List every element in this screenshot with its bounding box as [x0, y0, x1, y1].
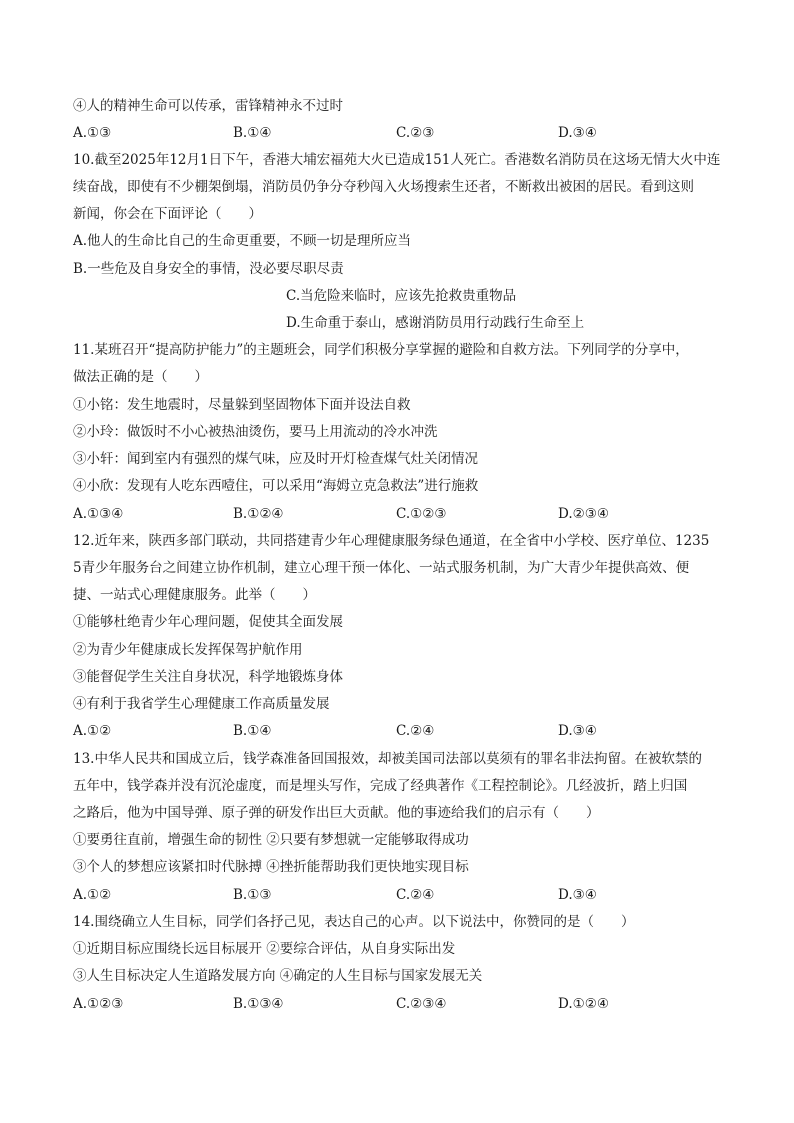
- q12-statement-2: ②为青少年健康成长发挥保驾护航作用: [73, 642, 303, 658]
- q10-option-a[interactable]: A.他人的生命比自己的生命更重要，不顾一切是理所应当: [73, 233, 412, 249]
- q12-option-b[interactable]: B.①④: [233, 723, 272, 739]
- q14-option-d[interactable]: D.①②④: [558, 996, 609, 1012]
- q13-stem-line-1: 13.中华人民共和国成立后，钱学森准备回国报效，却被美国司法部以莫须有的罪名非法拘留。在被软禁的: [73, 751, 702, 767]
- q10-stem-line-3: 新闻，你会在下面评论（ ）: [73, 206, 262, 222]
- q11-statement-4: ④小欣：发现有人吃东西噎住，可以采用“海姆立克急救法”进行施救: [73, 478, 479, 494]
- q13-statements-1-2: ①要勇往直前，增强生命的韧性 ②只要有梦想就一定能够取得成功: [73, 832, 469, 848]
- q9-statement-4: ④人的精神生命可以传承，雷锋精神永不过时: [73, 98, 343, 114]
- q12-statement-4: ④有利于我省学生心理健康工作高质量发展: [73, 696, 330, 712]
- q9-option-a[interactable]: A.①③: [73, 125, 112, 141]
- q10-option-d[interactable]: D.生命重于泰山，感谢消防员用行动践行生命至上: [286, 315, 585, 331]
- q12-stem-line-3: 捷、一站式心理健康服务。此举（ ）: [73, 587, 316, 603]
- q12-option-a[interactable]: A.①②: [73, 723, 112, 739]
- q13-options: [73, 886, 733, 904]
- q14-statements-3-4: ③人生目标决定人生道路发展方向 ④确定的人生目标与国家发展无关: [73, 968, 483, 984]
- q12-option-d[interactable]: D.③④: [558, 723, 597, 739]
- q14-option-b[interactable]: B.①③④: [233, 996, 284, 1012]
- q11-statement-3: ③小轩：闻到室内有强烈的煤气味，应及时开灯检查煤气灶关闭情况: [73, 451, 478, 467]
- q9-option-b[interactable]: B.①④: [233, 125, 272, 141]
- q11-statement-1: ①小铭：发生地震时，尽量躲到坚固物体下面并设法自救: [73, 397, 411, 413]
- q12-stem-line-1: 12.近年来，陕西多部门联动，共同搭建青少年心理健康服务绿色通道，在全省中小学校、医疗单位、1235: [73, 533, 710, 549]
- q11-options: [73, 505, 733, 523]
- q13-option-a[interactable]: A.①②: [73, 887, 112, 903]
- q12-statement-1: ①能够杜绝青少年心理问题，促使其全面发展: [73, 614, 343, 630]
- q11-option-a[interactable]: A.①③④: [73, 506, 124, 522]
- q10-option-c[interactable]: C.当危险来临时，应该先抢救贵重物品: [286, 288, 517, 304]
- q12-options: [73, 722, 733, 740]
- q9-options: [73, 124, 733, 142]
- q13-stem-line-3: 之路后，他为中国导弹、原子弹的研发作出巨大贡献。他的事迹给我们的启示有（ ）: [73, 805, 600, 821]
- q14-options: [73, 995, 733, 1013]
- q11-statement-2: ②小玲：做饭时不小心被热油烫伤，要马上用流动的冷水冲洗: [73, 424, 438, 440]
- q14-statements-1-2: ①近期目标应围绕长远目标展开 ②要综合评估，从自身实际出发: [73, 941, 456, 957]
- q14-option-a[interactable]: A.①②③: [73, 996, 124, 1012]
- q11-stem-line-2: 做法正确的是（ ）: [73, 369, 208, 385]
- q13-statements-3-4: ③个人的梦想应该紧扣时代脉搏 ④挫折能帮助我们更快地实现目标: [73, 859, 469, 875]
- q12-option-c[interactable]: C.②④: [396, 723, 435, 739]
- q14-stem: 14.围绕确立人生目标，同学们各抒己见，表达自己的心声。以下说法中，你赞同的是（ ）: [73, 914, 635, 930]
- q9-option-c[interactable]: C.②③: [396, 125, 435, 141]
- q13-option-d[interactable]: D.③④: [558, 887, 597, 903]
- q12-stem-line-2: 5青少年服务台之间建立协作机制，建立心理干预一体化、一站式服务机制，为广大青少年提供高效、便: [73, 560, 690, 576]
- q13-option-b[interactable]: B.①③: [233, 887, 272, 903]
- q11-option-d[interactable]: D.②③④: [558, 506, 609, 522]
- q11-option-b[interactable]: B.①②④: [233, 506, 284, 522]
- q10-stem-line-2: 续奋战，即使有不少棚架倒塌，消防员仍争分夺秒闯入火场搜索生还者，不断救出被困的居民。看到这则: [73, 179, 694, 195]
- q14-option-c[interactable]: C.②③④: [396, 996, 447, 1012]
- q11-option-c[interactable]: C.①②③: [396, 506, 447, 522]
- q12-statement-3: ③能督促学生关注自身状况，科学地锻炼身体: [73, 669, 343, 685]
- q13-stem-line-2: 五年中，钱学森并没有沉沦虚度，而是埋头写作，完成了经典著作《工程控制论》。几经波折，踏上归国: [73, 778, 688, 794]
- q10-stem-line-1: 10.截至2025年12月1日下午，香港大埔宏福苑大火已造成151人死亡。香港数名消防员在这场无情大火中连: [73, 152, 721, 168]
- q13-option-c[interactable]: C.②④: [396, 887, 435, 903]
- q11-stem-line-1: 11.某班召开“提高防护能力”的主题班会，同学们积极分享掌握的避险和自救方法。下列同学的分享中，: [73, 342, 689, 358]
- q9-option-d[interactable]: D.③④: [558, 125, 597, 141]
- q10-option-b[interactable]: B.一些危及自身安全的事情，没必要尽职尽责: [73, 261, 344, 277]
